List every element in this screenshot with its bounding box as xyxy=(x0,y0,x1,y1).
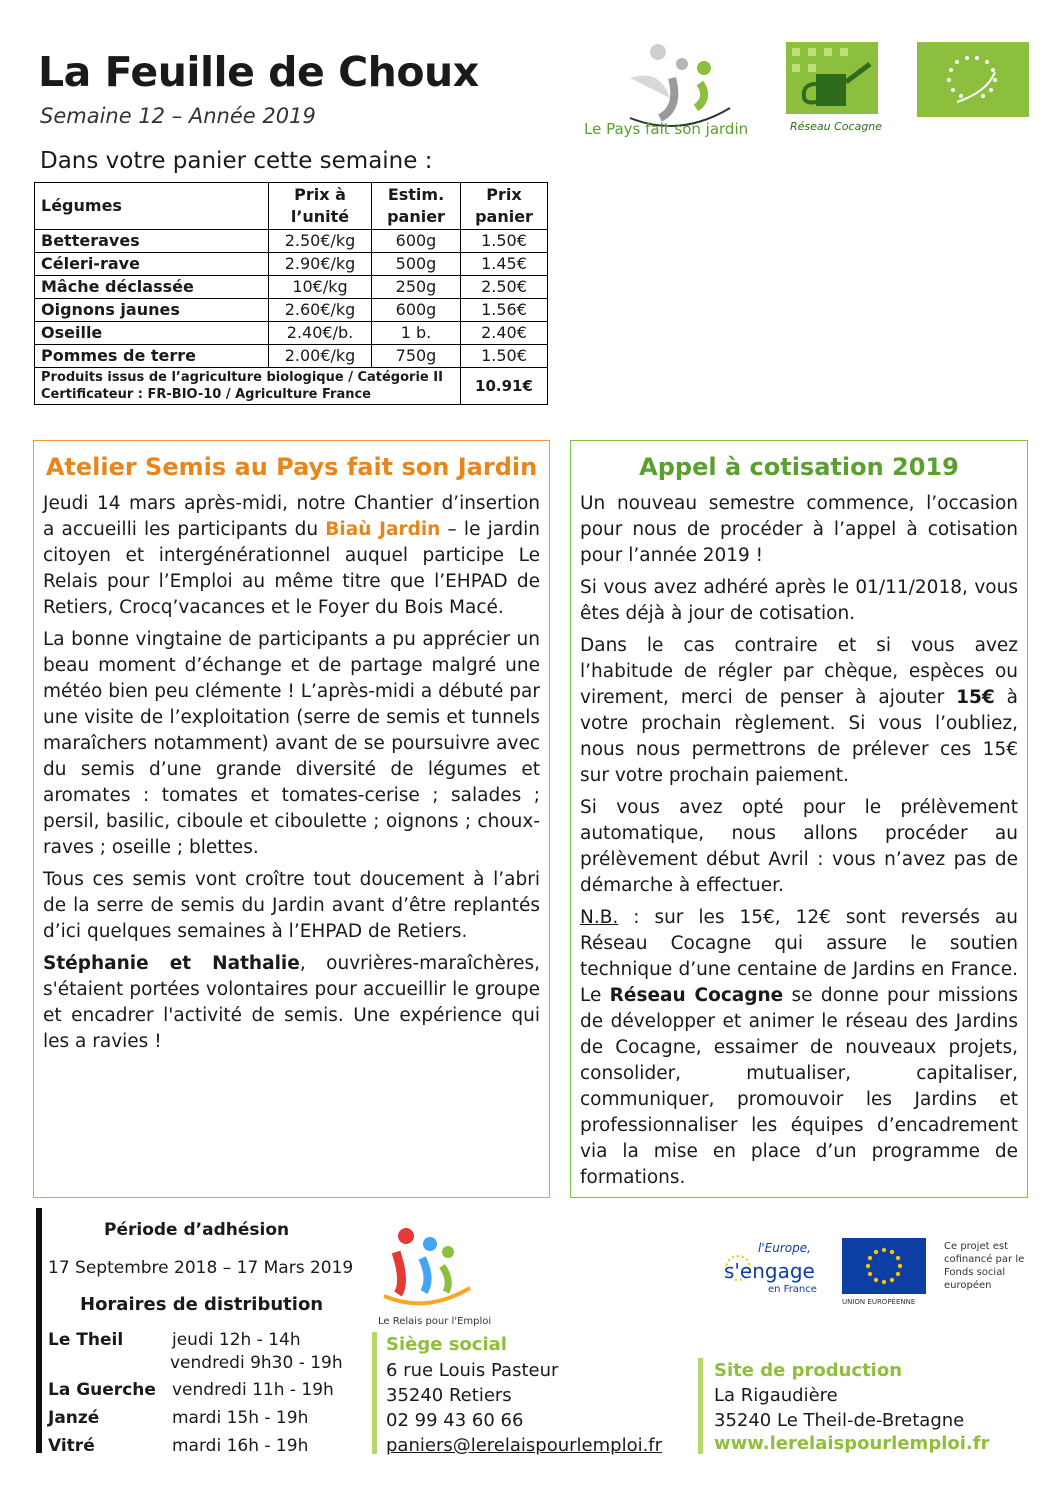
certification-note xyxy=(35,368,461,405)
siege-city: 35240 Retiers xyxy=(386,1385,512,1406)
issue-subtitle: Semaine 12 – Année 2019 xyxy=(40,104,316,128)
vegetable-name: Oignons jaunes xyxy=(35,299,269,322)
basket-heading: Dans votre panier cette semaine : xyxy=(40,148,433,174)
header-price: Prix panier xyxy=(461,183,548,230)
cotisation-p3-text: Dans le cas contraire et si vous avez l’habitude de régler par chèque, espèces ou virement, merci de penser à ajouter xyxy=(580,635,1018,708)
fse-cofinance-text: Ce projet est cofinancé par le Fonds social européen xyxy=(944,1241,1025,1291)
relais-pour-emploi-logo xyxy=(376,1222,476,1312)
table-footer-row xyxy=(35,368,548,405)
table-row xyxy=(35,299,548,322)
cotisation-paragraph-3 xyxy=(580,633,1018,789)
vegetable-name: Betteraves xyxy=(35,230,269,253)
eu-organic-leaf-logo xyxy=(917,42,1029,117)
atelier-p1-text-end: – le jardin citoyen et intergénérationnel auquel participe Le Relais pour l’Emploi au même titre que l’EHPAD de Retiers, Crocq’vacances et le Foyer du Bois Macé. xyxy=(43,519,540,618)
schedule-time: vendredi 9h30 - 19h xyxy=(170,1353,343,1373)
siege-bar xyxy=(372,1332,377,1454)
estim-quantity: 500g xyxy=(372,253,461,276)
pays-logo-caption: Le Pays fait son jardin xyxy=(584,120,749,138)
vegetable-name: Pommes de terre xyxy=(35,345,269,368)
schedule-time: mardi 16h - 19h xyxy=(172,1436,309,1456)
basket-price: 1.50€ xyxy=(461,345,548,368)
certification-line-1: Produits issus de l’agriculture biologique / Catégorie II xyxy=(41,370,443,385)
cotisation-p5-text-end: se donne pour missions de développer et animer le réseau des Jardins de Cocagne, essaimer de nouveaux projets, consolider, mutualiser, capitaliser, communiquer, promouvoir les Jardins et professionnaliser les équipes d’encadrement via la mise en place d’un programme de formations. xyxy=(580,985,1018,1188)
header-legumes: Légumes xyxy=(35,183,269,230)
cotisation-amount: 15€ xyxy=(956,687,995,708)
estim-quantity: 250g xyxy=(372,276,461,299)
periode-title: Période d’adhésion xyxy=(104,1220,290,1240)
website-link[interactable]: www.lerelaispourlemploi.fr xyxy=(714,1433,990,1454)
siege-phone: 02 99 43 60 66 xyxy=(386,1410,524,1431)
basket-price: 2.50€ xyxy=(461,276,548,299)
cotisation-paragraph-5 xyxy=(580,905,1018,1191)
schedule-time: mardi 15h - 19h xyxy=(172,1408,309,1428)
basket-total: 10.91€ xyxy=(461,368,548,405)
site-title: Site de production xyxy=(714,1360,903,1381)
unit-price: 2.60€/kg xyxy=(269,299,372,322)
header-unit-price: Prix à l’unité xyxy=(269,183,372,230)
reseau-cocagne-logo xyxy=(786,42,878,114)
svg-text:l'Europe,: l'Europe, xyxy=(758,1241,811,1255)
horaires-title: Horaires de distribution xyxy=(80,1294,324,1315)
schedule-time: jeudi 12h - 14h xyxy=(172,1330,301,1350)
unit-price: 10€/kg xyxy=(269,276,372,299)
schedule-place: La Guerche xyxy=(48,1380,156,1400)
schedule-place: Vitré xyxy=(48,1436,95,1456)
nb-label: N.B. xyxy=(580,907,619,928)
table-row xyxy=(35,322,548,345)
table-row xyxy=(35,345,548,368)
atelier-paragraph-1 xyxy=(43,491,540,621)
table-header-row xyxy=(35,183,548,230)
europe-sengage-logo xyxy=(716,1238,826,1300)
footer-left-bar xyxy=(36,1208,42,1453)
cotisation-p3-text-end: à votre prochain règlement. Si vous l’oubliez, nous nous permettrons de prélever ces 15€ sur votre prochain paiement. xyxy=(580,687,1018,786)
estim-quantity: 750g xyxy=(372,345,461,368)
site-place: La Rigaudière xyxy=(714,1385,838,1406)
cotisation-paragraph-4: Si vous avez opté pour le prélèvement automatique, nous allons procéder au prélèvement début Avril : vous n’avez pas de démarche à effectuer. xyxy=(580,797,1018,896)
atelier-p4-text: , ouvrières-maraîchères, s'étaient portées volontaires pour accueillir le groupe et encadrer l'activité de semis. Une expérience qui les a ravies ! xyxy=(43,953,540,1052)
unit-price: 2.00€/kg xyxy=(269,345,372,368)
vegetable-name: Mâche déclassée xyxy=(35,276,269,299)
estim-quantity: 600g xyxy=(372,299,461,322)
eu-flag-icon xyxy=(842,1238,926,1294)
table-row xyxy=(35,253,548,276)
estim-quantity: 600g xyxy=(372,230,461,253)
relais-logo-caption: Le Relais pour l'Emploi xyxy=(378,1316,492,1327)
atelier-title: Atelier Semis au Pays fait son Jardin xyxy=(45,453,538,481)
atelier-paragraph-4 xyxy=(43,951,540,1055)
cotisation-p5-text: : sur les 15€, 12€ sont reversés au Réseau Cocagne qui assure le soutien technique d’une centaine de Jardins en France. Le xyxy=(580,907,1018,1006)
header-estim: Estim. panier xyxy=(372,183,461,230)
svg-text:s'engage: s'engage xyxy=(724,1259,815,1283)
basket-price: 1.56€ xyxy=(461,299,548,322)
site-city: 35240 Le Theil-de-Bretagne xyxy=(714,1410,965,1431)
basket-price: 2.40€ xyxy=(461,322,548,345)
ue-caption: UNION EUROPÉENNE xyxy=(842,1298,916,1306)
atelier-p1-text: Jeudi 14 mars après-midi, notre Chantier d’insertion a accueilli les participants du xyxy=(43,493,540,540)
svg-text:en France: en France xyxy=(768,1284,817,1295)
schedule-place: Le Theil xyxy=(48,1330,124,1350)
unit-price: 2.50€/kg xyxy=(269,230,372,253)
atelier-paragraph-2: La bonne vingtaine de participants a pu apprécier un beau moment d’échange et de partage malgré une météo bien peu clémente ! L’après-midi a débuté par une visite de l’exploitation (serre de semis et tunnels maraîchers notamment) avant de se poursuivre avec du semis d’une grande diversité de légumes et aromates : tomates et tomates-cerise ; salades ; persil, basilic, ciboule et ciboulette ; oignons ; choux-raves ; oseille ; blettes. xyxy=(43,629,540,858)
siege-email-link[interactable]: paniers@lerelaispourlemploi.fr xyxy=(386,1435,663,1456)
vegetable-name: Céleri-rave xyxy=(35,253,269,276)
vegetable-name: Oseille xyxy=(35,322,269,345)
siege-address: 6 rue Louis Pasteur xyxy=(386,1360,559,1381)
cotisation-paragraph-1: Un nouveau semestre commence, l’occasion pour nous de procéder à l’appel à cotisation pour l’année 2019 ! xyxy=(580,493,1018,566)
atelier-article xyxy=(33,440,550,1198)
staff-names: Stéphanie et Nathalie xyxy=(43,953,300,974)
schedule-place: Janzé xyxy=(48,1408,100,1428)
basket-price: 1.50€ xyxy=(461,230,548,253)
periode-dates: 17 Septembre 2018 – 17 Mars 2019 xyxy=(48,1258,354,1278)
unit-price: 2.90€/kg xyxy=(269,253,372,276)
basket-table xyxy=(34,182,548,405)
siege-title: Siège social xyxy=(386,1334,507,1355)
basket-price: 1.45€ xyxy=(461,253,548,276)
site-bar xyxy=(698,1358,703,1454)
table-row xyxy=(35,276,548,299)
unit-price: 2.40€/b. xyxy=(269,322,372,345)
reseau-cocagne-bold: Réseau Cocagne xyxy=(609,985,784,1006)
estim-quantity: 1 b. xyxy=(372,322,461,345)
page-title: La Feuille de Choux xyxy=(38,48,479,96)
cotisation-paragraph-2: Si vous avez adhéré après le 01/11/2018, vous êtes déjà à jour de cotisation. xyxy=(580,577,1018,624)
table-row xyxy=(35,230,548,253)
biau-jardin-highlight: Biaù Jardin xyxy=(325,519,441,540)
certification-line-2: Certificateur : FR-BIO-10 / Agriculture France xyxy=(41,387,371,402)
cotisation-article xyxy=(570,440,1028,1198)
atelier-paragraph-3: Tous ces semis vont croître tout doucement à l’abri de la serre de semis du Jardin avant d’être replantés d’ici quelques semaines à l’EHPAD de Retiers. xyxy=(43,869,540,942)
schedule-time: vendredi 11h - 19h xyxy=(172,1380,334,1400)
cotisation-title: Appel à cotisation 2019 xyxy=(639,453,959,481)
cocagne-logo-caption: Réseau Cocagne xyxy=(790,120,883,133)
